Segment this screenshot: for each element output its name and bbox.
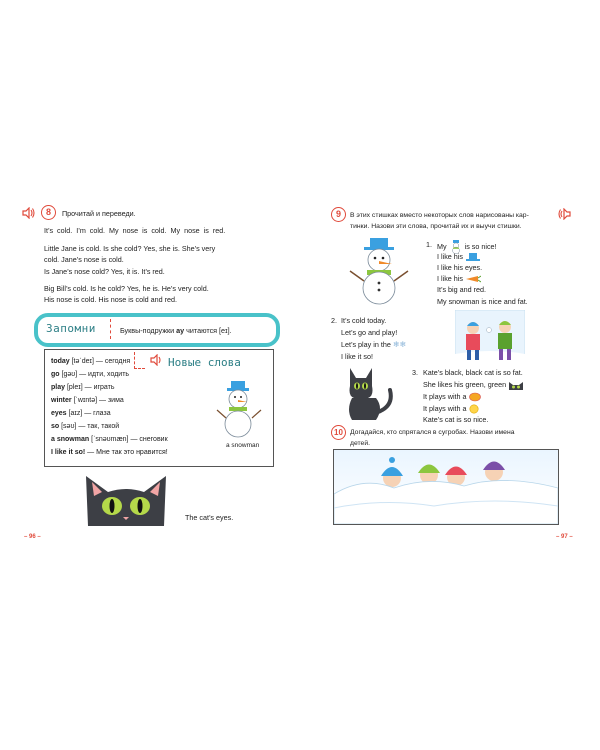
remember-divider — [110, 319, 112, 339]
poem1-line-2: I like his — [437, 252, 481, 262]
speaker-icon[interactable] — [557, 208, 571, 220]
speaker-icon[interactable] — [22, 207, 36, 219]
cat-eyes-icon — [508, 381, 524, 390]
new-words-title: Новые слова — [168, 356, 241, 369]
snowman-caption: a snowman — [226, 442, 260, 449]
hidden-children-picture — [333, 449, 559, 525]
exercise8-instruction: Прочитай и переведи. — [62, 209, 136, 218]
hat-icon — [465, 253, 481, 262]
poem3-line-4: It plays with a — [423, 404, 479, 414]
vocab-row: I like it so! — Мне так это нравится! — [51, 449, 168, 456]
black-cat-illustration — [340, 362, 396, 422]
remember-title: Запомни — [46, 322, 96, 335]
exercise-number-10: 10 — [331, 425, 346, 440]
exercise8-line-6: His nose is cold. His nose is cold and red. — [44, 295, 178, 304]
exercise8-line-5: Big Bill’s cold. Is he cold? Yes, he is. He’s very cold. — [44, 284, 209, 293]
remember-text-after: читаются [eɪ]. — [184, 326, 232, 335]
exercise8-line-2: Little Jane is cold. Is she cold? Yes, she is. She’s very — [44, 244, 216, 253]
yarn-ball-icon — [469, 392, 481, 402]
poem1-line-6: My snowman is nice and fat. — [437, 297, 528, 306]
poem2-line-3: Let’s play in the ❄❄ — [341, 340, 407, 349]
poem3-line-3: It plays with a — [423, 392, 481, 402]
exercise-number-8: 8 — [41, 205, 56, 220]
poem3-line-1: Kate’s black, black cat is so fat. — [423, 368, 523, 377]
poem2-line-2: Let’s go and play! — [341, 328, 398, 337]
exercise8-line-1: It’s cold. I’m cold. My nose is cold. My nose is red. — [44, 226, 226, 235]
vocab-row: winter [ˈwɪntə] — зима — [51, 397, 124, 404]
poem3-number: 3. — [412, 368, 418, 377]
poem2-line-1: It’s cold today. — [341, 316, 387, 325]
exercise10-instruction-2: детей. — [350, 440, 371, 447]
poem1-line-1: My is so nice! — [437, 240, 497, 254]
exercise10-instruction-1: Догадайся, кто спрятался в сугробах. Назови имена — [350, 429, 515, 436]
vocab-row: eyes [aɪz] — глаза — [51, 410, 111, 417]
exercise8-line-4: Is Jane’s nose cold? Yes, it is. It’s red. — [44, 267, 165, 276]
page-number-right: – 97 – — [556, 534, 573, 540]
ball-icon — [469, 404, 479, 414]
exercise8-line-3: cold. Jane’s nose is cold. — [44, 255, 124, 264]
exercise9-instruction-2: тинки. Назови эти слова, прочитай их и выучи стишки. — [350, 223, 522, 230]
poem3-line-2: She likes his green, green — [423, 380, 524, 390]
vocab-row: a snowman [ˈsnəʊmæn] — снеговик — [51, 436, 168, 443]
poem2-number: 2. — [331, 316, 337, 325]
vocab-row: today [təˈdeɪ] — сегодня — [51, 358, 131, 365]
poem1-number: 1. — [426, 240, 432, 249]
exercise-number-9: 9 — [331, 207, 346, 222]
poem2-line-4: I like it so! — [341, 352, 373, 361]
exercise9-instruction-1: В этих стишках вместо некоторых слов нарисованы кар- — [350, 212, 529, 219]
poem1-line-5: It’s big and red. — [437, 285, 487, 294]
snowman-illustration — [214, 380, 264, 442]
vocab-row: go [ɡəʊ] — идти, ходить — [51, 371, 130, 378]
poem3-line-5: Kate’s cat is so nice. — [423, 415, 489, 424]
remember-letters: ay — [176, 326, 185, 335]
poem1-line-3: I like his eyes. — [437, 263, 483, 272]
remember-box — [34, 313, 280, 347]
speaker-icon[interactable] — [150, 354, 164, 366]
carrot-icon — [465, 275, 481, 283]
vocab-row: play [pleɪ] — играть — [51, 384, 115, 391]
page-number-left: – 96 – — [24, 534, 41, 540]
snowdrift-scene — [334, 450, 558, 524]
snowman-illustration — [346, 237, 412, 305]
cat-caption: The cat’s eyes. — [185, 513, 234, 522]
remember-rule — [120, 326, 232, 335]
remember-text-before: Буквы-подружки — [120, 326, 177, 335]
cat-face-illustration — [80, 470, 172, 526]
snowflakes-icon: ❄❄ — [392, 340, 407, 349]
poem1-line-4: I like his — [437, 274, 481, 283]
new-words-divider — [134, 352, 145, 369]
kids-snow-play-illustration — [455, 310, 525, 366]
vocab-row: so [səʊ] — так, такой — [51, 423, 120, 430]
